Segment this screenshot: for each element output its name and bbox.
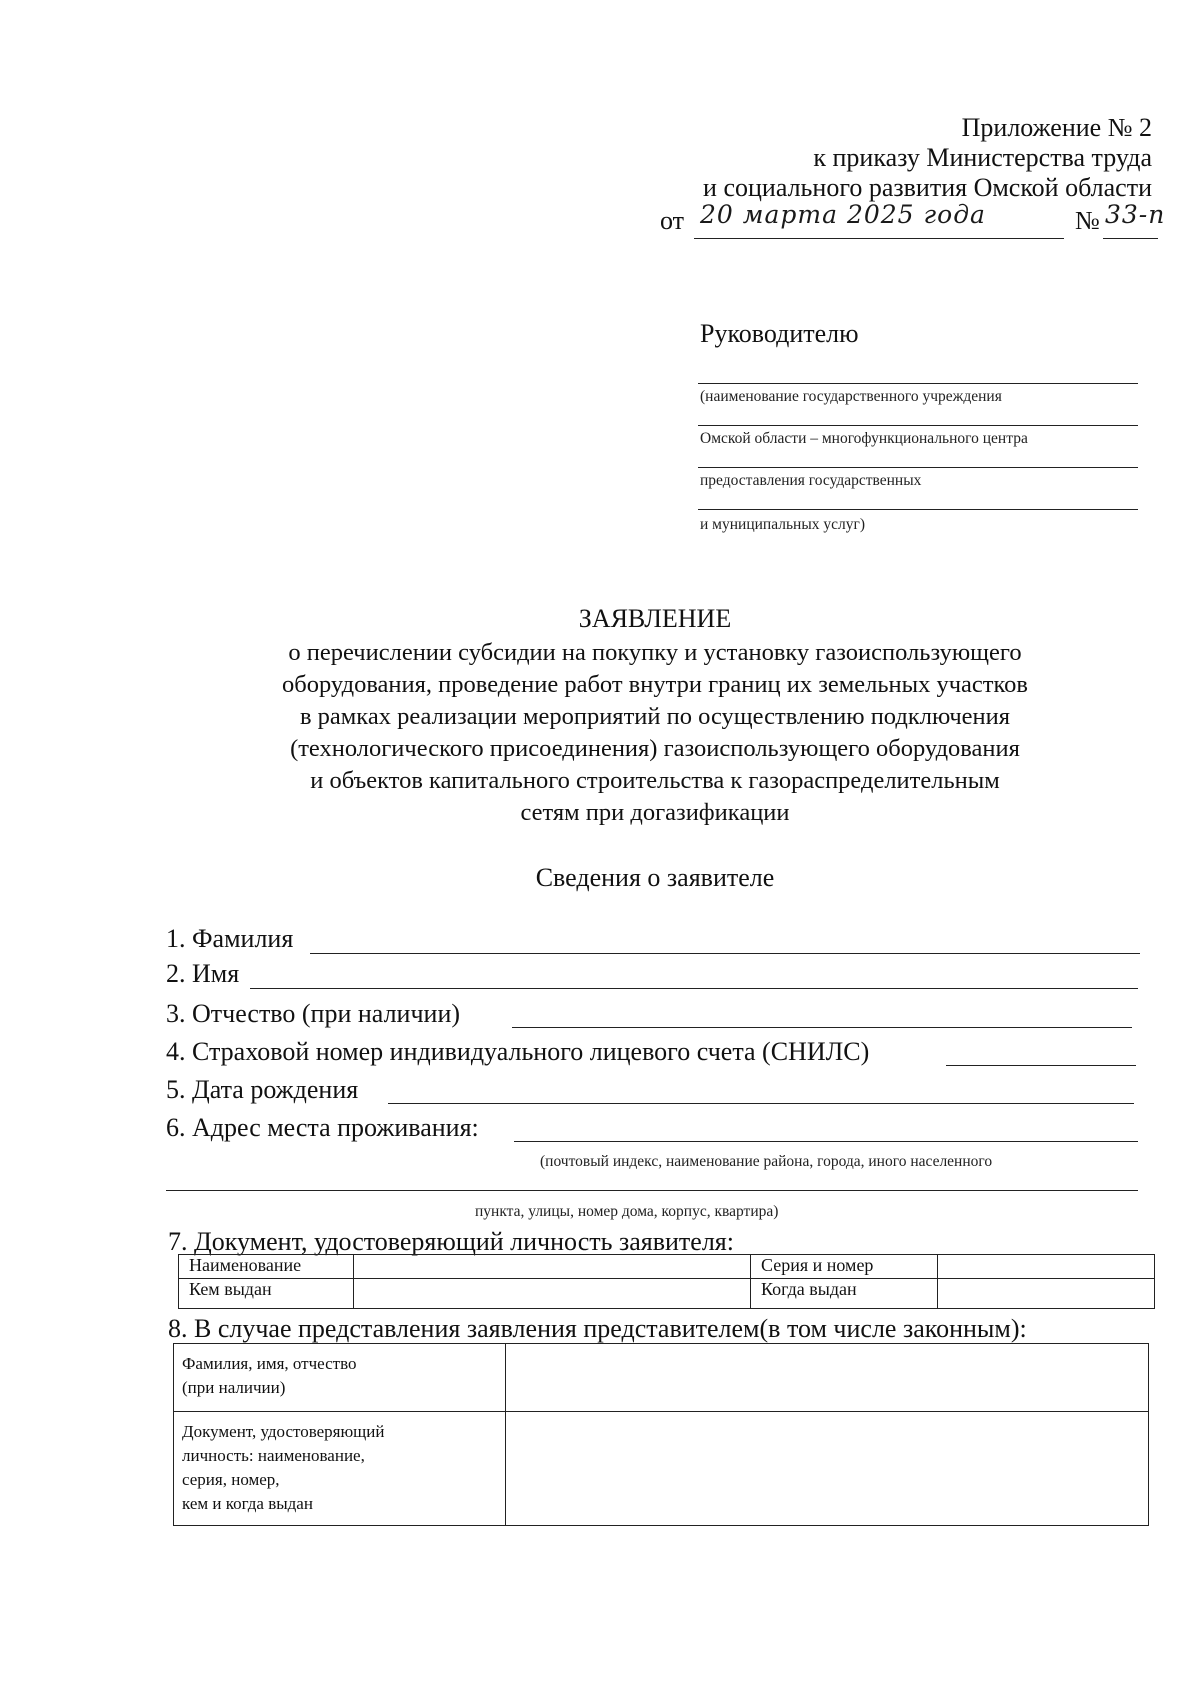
representative-table <box>173 1343 1149 1526</box>
document-subtitle-5: и объектов капитального строительства к газораспределительным <box>310 767 1000 794</box>
identity-doc-table <box>178 1254 1155 1309</box>
identity-name-value[interactable] <box>354 1255 751 1279</box>
order-date-underline <box>694 238 1064 239</box>
rep-doc-label <box>174 1412 506 1526</box>
order-number-underline <box>1103 238 1158 239</box>
field-surname-input[interactable] <box>310 953 1140 954</box>
document-subtitle-4: (технологического присоединения) газоиспользующего оборудования <box>290 735 1020 762</box>
addressee-caption-3: предоставления государственных <box>700 472 922 489</box>
identity-series-value[interactable] <box>938 1255 1155 1279</box>
identity-issued-when-label: Когда выдан <box>751 1279 938 1309</box>
appendix-line-3: и социального развития Омской области <box>703 173 1152 202</box>
rep-fio-label-line-2: (при наличии) <box>182 1378 286 1397</box>
rep-doc-label-line-4: кем и когда выдан <box>182 1494 313 1513</box>
order-number-handwritten: 33-п <box>1105 200 1166 229</box>
section-title: Сведения о заявителе <box>535 863 775 892</box>
field-snils-input[interactable] <box>946 1065 1136 1066</box>
rep-doc-label-line-2: личность: наименование, <box>182 1446 365 1465</box>
field-patronymic-input[interactable] <box>512 1027 1132 1028</box>
field-birthdate-label: 5. Дата рождения <box>166 1075 359 1104</box>
identity-name-label: Наименование <box>179 1255 354 1279</box>
identity-issued-by-value[interactable] <box>354 1279 751 1309</box>
rep-doc-label-line-3: серия, номер, <box>182 1470 280 1489</box>
field-address-input-2[interactable] <box>166 1190 1138 1191</box>
rep-doc-value[interactable] <box>506 1412 1149 1526</box>
addressee-caption-1: (наименование государственного учреждения <box>700 388 1002 405</box>
identity-series-label: Серия и номер <box>751 1255 938 1279</box>
order-number-label: № <box>1075 206 1100 235</box>
document-subtitle-3: в рамках реализации мероприятий по осуществлению подключения <box>299 703 1011 730</box>
field-name-label: 2. Имя <box>166 959 240 988</box>
order-date-label: от <box>660 206 685 235</box>
field-patronymic-label: 3. Отчество (при наличии) <box>166 999 461 1028</box>
rep-doc-label-line-1: Документ, удостоверяющий <box>182 1422 385 1441</box>
field-address-label: 6. Адрес места проживания: <box>166 1113 479 1142</box>
addressee-title: Руководителю <box>700 319 859 348</box>
addressee-line-3 <box>698 467 1138 468</box>
appendix-line-2: к приказу Министерства труда <box>813 143 1152 172</box>
addressee-line-4 <box>698 509 1138 510</box>
addressee-caption-4: и муниципальных услуг) <box>700 516 865 533</box>
rep-fio-value[interactable] <box>506 1344 1149 1412</box>
identity-issued-by-label: Кем выдан <box>179 1279 354 1309</box>
address-hint-1: (почтовый индекс, наименование района, города, иного населенного <box>540 1153 993 1170</box>
field-address-input[interactable] <box>514 1141 1138 1142</box>
appendix-line-1: Приложение № 2 <box>961 113 1152 142</box>
document-subtitle-6: сетям при догазификации <box>520 799 790 826</box>
document-subtitle-2: оборудования, проведение работ внутри границ их земельных участков <box>282 671 1028 698</box>
field-surname-label: 1. Фамилия <box>166 924 294 953</box>
field-snils-label: 4. Страховой номер индивидуального лицевого счета (СНИЛС) <box>166 1037 870 1066</box>
document-title: ЗАЯВЛЕНИЕ <box>578 604 732 633</box>
identity-doc-title: 7. Документ, удостоверяющий личность заявителя: <box>168 1227 734 1256</box>
field-birthdate-input[interactable] <box>388 1103 1134 1104</box>
addressee-caption-2: Омской области – многофункционального центра <box>700 430 1028 447</box>
order-date-handwritten: 20 марта 2025 года <box>700 200 986 229</box>
identity-issued-when-value[interactable] <box>938 1279 1155 1309</box>
addressee-line-1 <box>698 383 1138 384</box>
addressee-line-2 <box>698 425 1138 426</box>
address-hint-2: пункта, улицы, номер дома, корпус, квартира) <box>475 1203 779 1220</box>
rep-fio-label <box>174 1344 506 1412</box>
representative-title: 8. В случае представления заявления представителем(в том числе законным): <box>168 1314 1027 1343</box>
document-subtitle-1: о перечислении субсидии на покупку и установку газоиспользующего <box>288 639 1022 666</box>
rep-fio-label-line-1: Фамилия, имя, отчество <box>182 1354 357 1373</box>
field-name-input[interactable] <box>250 988 1138 989</box>
